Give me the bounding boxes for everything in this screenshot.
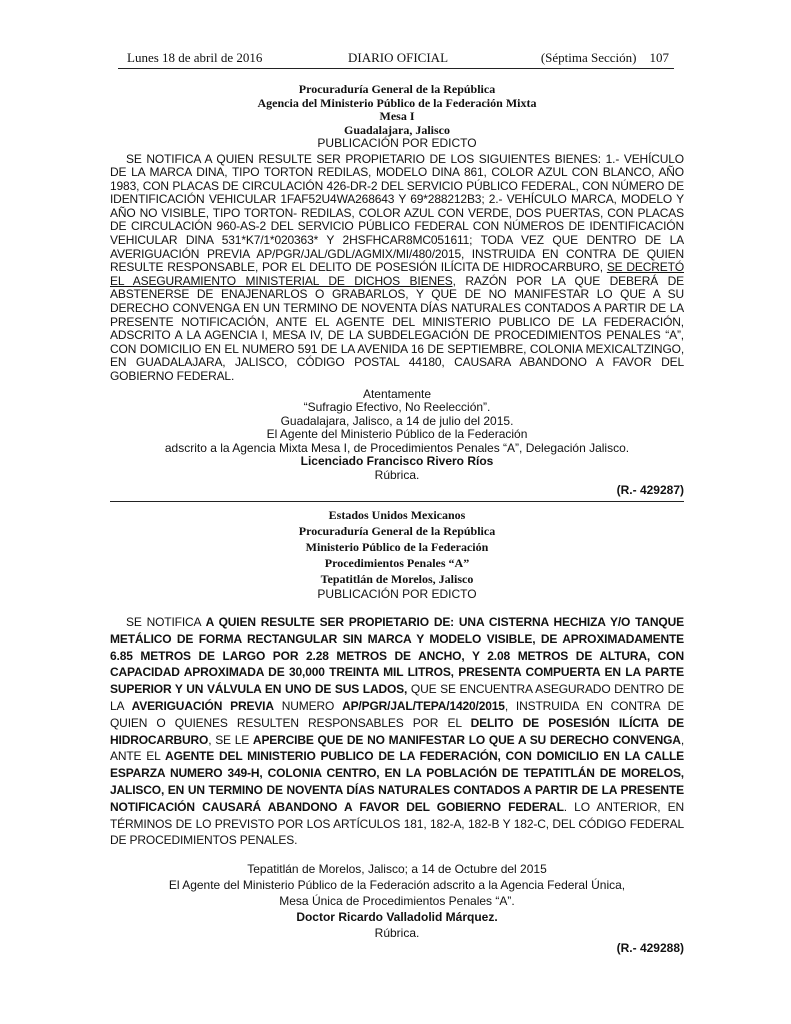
body-text: SE NOTIFICA A QUIEN RESULTE SER PROPIETARIO DE LOS SIGUIENTES BIENES: 1.- VEHÍCULO DE LA MARCA DINA, TIPO TORTON REDILAS, MODELO DINA 861, COLOR AZUL CON BLANCO, AÑO 1983, CON PLACAS DE CIRCULACIÓN 426-DR-2 DEL SERVICIO PÚBLICO FEDERAL, CON NÚMERO DE IDENTIFICACIÓN VEHICULAR 1FAF52U4WA268643 Y 69*288212B3; 2.- VEHÍCULO MARCA, MODELO Y AÑO NO VISIBLE, TIPO TORTON- REDILAS, COLOR AZUL CON VERDE, DOS PUERTAS, CON PLACAS DE CIRCULACIÓN 960-AS-2 DEL SERVICIO PÚBLICO FEDERAL CON NÚMEROS DE IDENTIFICACIÓN VEHICULAR DINA 531*K7/1*020363* Y 2HSFHCAR8MC051611; TODA VEZ QUE DENTRO DE LA AVERIGUACIÓN PREVIA AP/PGR/JAL/GDL/AGMIX/MI/480/2015, INSTRUIDA EN CONTRA DE QUIEN RESULTE RESPONSABLE, POR EL DELITO DE POSESIÓN ILÍCITA DE HIDROCARBURO, xyxy=(110,151,684,275)
body-bold-text: AP/PGR/JAL/TEPA/1420/2015 xyxy=(342,698,505,713)
notice-2-subheading: PUBLICACIÓN POR EDICTO xyxy=(317,587,477,601)
notice-1-paragraph xyxy=(110,153,684,384)
heading-line: Estados Unidos Mexicanos xyxy=(328,508,466,522)
header-page-number: 107 xyxy=(649,50,669,65)
body-text: QUE SE ENCUENTRA ASEGURADO DENTRO DE LA xyxy=(110,682,684,713)
heading-line: Procuraduría General de la República xyxy=(298,524,496,538)
notice-2-reference: (R.- 429288) xyxy=(616,941,684,956)
heading-line: Procuraduría General de la República xyxy=(298,82,496,96)
signer-name: Licenciado Francisco Rivero Ríos xyxy=(300,454,494,469)
closing-line: Guadalajara, Jalisco, a 14 de julio del 2015. xyxy=(280,413,514,428)
notice-1-heading xyxy=(110,83,684,137)
notice-1-subheading: PUBLICACIÓN POR EDICTO xyxy=(317,136,477,150)
rubrica: Rúbrica. xyxy=(374,467,420,482)
notice-2 xyxy=(110,507,684,955)
header-rule xyxy=(118,68,674,69)
body-bold-text: AGENTE DEL MINISTERIO PUBLICO DE LA FEDERACIÓN, CON DOMICILIO EN LA CALLE ESPARZA NUMERO 349-H, COLONIA CENTRO, EN LA POBLACIÓN DE TEPATITLÁN DE MORELOS, JALISCO, EN UN TERMINO DE NOVENTA DÍAS NATURALES CONTADOS A PARTIR DE LA PRESENTE NOTIFICACIÓN CAUSARÁ ABANDONO A FAVOR DEL GOBIERNO FEDERAL xyxy=(110,749,684,814)
header-section: (Séptima Sección) xyxy=(540,50,637,65)
body-bold-text: DELITO DE POSESIÓN ILÍCITA DE HIDROCARBURO xyxy=(110,715,684,747)
body-bold-text: AVERIGUACIÓN PREVIA xyxy=(131,698,274,713)
notice-1 xyxy=(110,83,684,497)
heading-line: Agencia del Ministerio Público de la Federación Mixta xyxy=(257,95,537,110)
body-text: , SE LE xyxy=(208,732,253,747)
heading-line: Tepatitlán de Morelos, Jalisco xyxy=(320,572,474,586)
body-text: NUMERO xyxy=(273,698,343,713)
closing-line: adscrito a la Agencia Mixta Mesa I, de Procedimientos Penales “A”, Delegación Jalisco. xyxy=(164,440,630,455)
signer-name: Doctor Ricardo Valladolid Márquez. xyxy=(296,910,498,925)
heading-line: Procedimientos Penales “A” xyxy=(324,556,470,570)
body-text: . LO ANTERIOR, EN TÉRMINOS DE LO PREVISTO POR LOS ARTÍCULOS 181, 182-A, 182-B Y 182-C, DEL CÓDIGO FEDERAL DE PROCEDIMIENTOS PENALES. xyxy=(110,799,685,848)
notice-1-body xyxy=(110,153,684,384)
closing-line: El Agente del Ministerio Público de la Federación adscrito a la Agencia Federal Única, xyxy=(168,878,626,893)
notice-2-closing xyxy=(110,861,684,941)
notice-separator xyxy=(110,501,684,502)
notice-2-paragraph xyxy=(110,614,684,849)
notice-1-closing xyxy=(110,388,684,483)
body-bold-text: A QUIEN RESULTE SER PROPIETARIO DE: UNA CISTERNA HECHIZA Y/O TANQUE METÁLICO DE FORMA RECTANGULAR SIN MARCA Y MODELO VISIBLE, DE APROXIMADAMENTE 6.85 METROS DE LARGO POR 2.28 METROS DE ANCHO, Y 2.08 METROS DE ALTURA, CON CAPACIDAD APROXIMADA DE 30,000 TREINTA MIL LITROS, PRESENTA COMPUERTA EN LA PARTE SUPERIOR Y UN VÁLVULA EN UNO DE SUS LADOS, xyxy=(110,615,684,697)
closing-line: El Agente del Ministerio Público de la Federación xyxy=(266,427,528,442)
header-publication: DIARIO OFICIAL xyxy=(347,50,449,65)
closing-line: Mesa Única de Procedimientos Penales “A”. xyxy=(279,894,515,909)
heading-line: Ministerio Público de la Federación xyxy=(305,540,489,554)
rubrica: Rúbrica. xyxy=(374,926,420,941)
header-date: Lunes 18 de abril de 2016 xyxy=(127,50,263,65)
closing-line: Tepatitlán de Morelos, Jalisco; a 14 de Octubre del 2015 xyxy=(247,862,547,877)
closing-line: Atentamente xyxy=(362,386,432,401)
body-text: SE NOTIFICA xyxy=(126,615,206,629)
notice-2-heading xyxy=(110,507,684,587)
notice-1-reference: (R.- 429287) xyxy=(616,483,684,498)
body-underlined-text: SE DECRETÓ EL ASEGURAMIENTO MINISTERIAL DE DICHOS BIENES, xyxy=(110,260,685,288)
notice-2-body xyxy=(110,614,684,849)
body-text: , ANTE EL xyxy=(110,732,684,764)
heading-line: Mesa I xyxy=(379,109,415,123)
body-text: , INSTRUIDA EN CONTRA DE QUIEN O QUIENES RESULTEN RESPONSABLES POR EL xyxy=(110,698,684,730)
header-section-page xyxy=(541,50,669,66)
body-bold-text: APERCIBE QUE DE NO MANIFESTAR LO QUE A SU DERECHO CONVENGA xyxy=(252,732,681,747)
running-header xyxy=(127,50,669,67)
body-text: RAZÓN POR LA QUE DEBERÁ DE ABSTENERSE DE ENAJENARLOS O GRABARLOS, Y QUE DE NO MANIFESTAR LO QUE A SU DERECHO CONVENGA EN UN TERMINO DE NOVENTA DÍAS NATURALES CONTADOS A PARTIR DE LA PRESENTE NOTIFICACIÓN, ANTE EL AGENTE DEL MINISTERIO PUBLICO DE LA FEDERACIÓN, ADSCRITO A LA AGENCIA I, MESA IV, DE LA SUBDELEGACIÓN DE PROCEDIMIENTOS PENALES “A”, CON DOMICILIO EN EL NUMERO 591 DE LA AVENIDA 16 DE SEPTIEMBRE, COLONIA MEXICALTZINGO, EN GUADALAJARA, JALISCO, CÓDIGO POSTAL 44180, CAUSARA ABANDONO A FAVOR DEL GOBIERNO FEDERAL. xyxy=(110,273,685,383)
closing-line: “Sufragio Efectivo, No Reelección”. xyxy=(303,400,491,415)
heading-line: Guadalajara, Jalisco xyxy=(343,122,450,137)
